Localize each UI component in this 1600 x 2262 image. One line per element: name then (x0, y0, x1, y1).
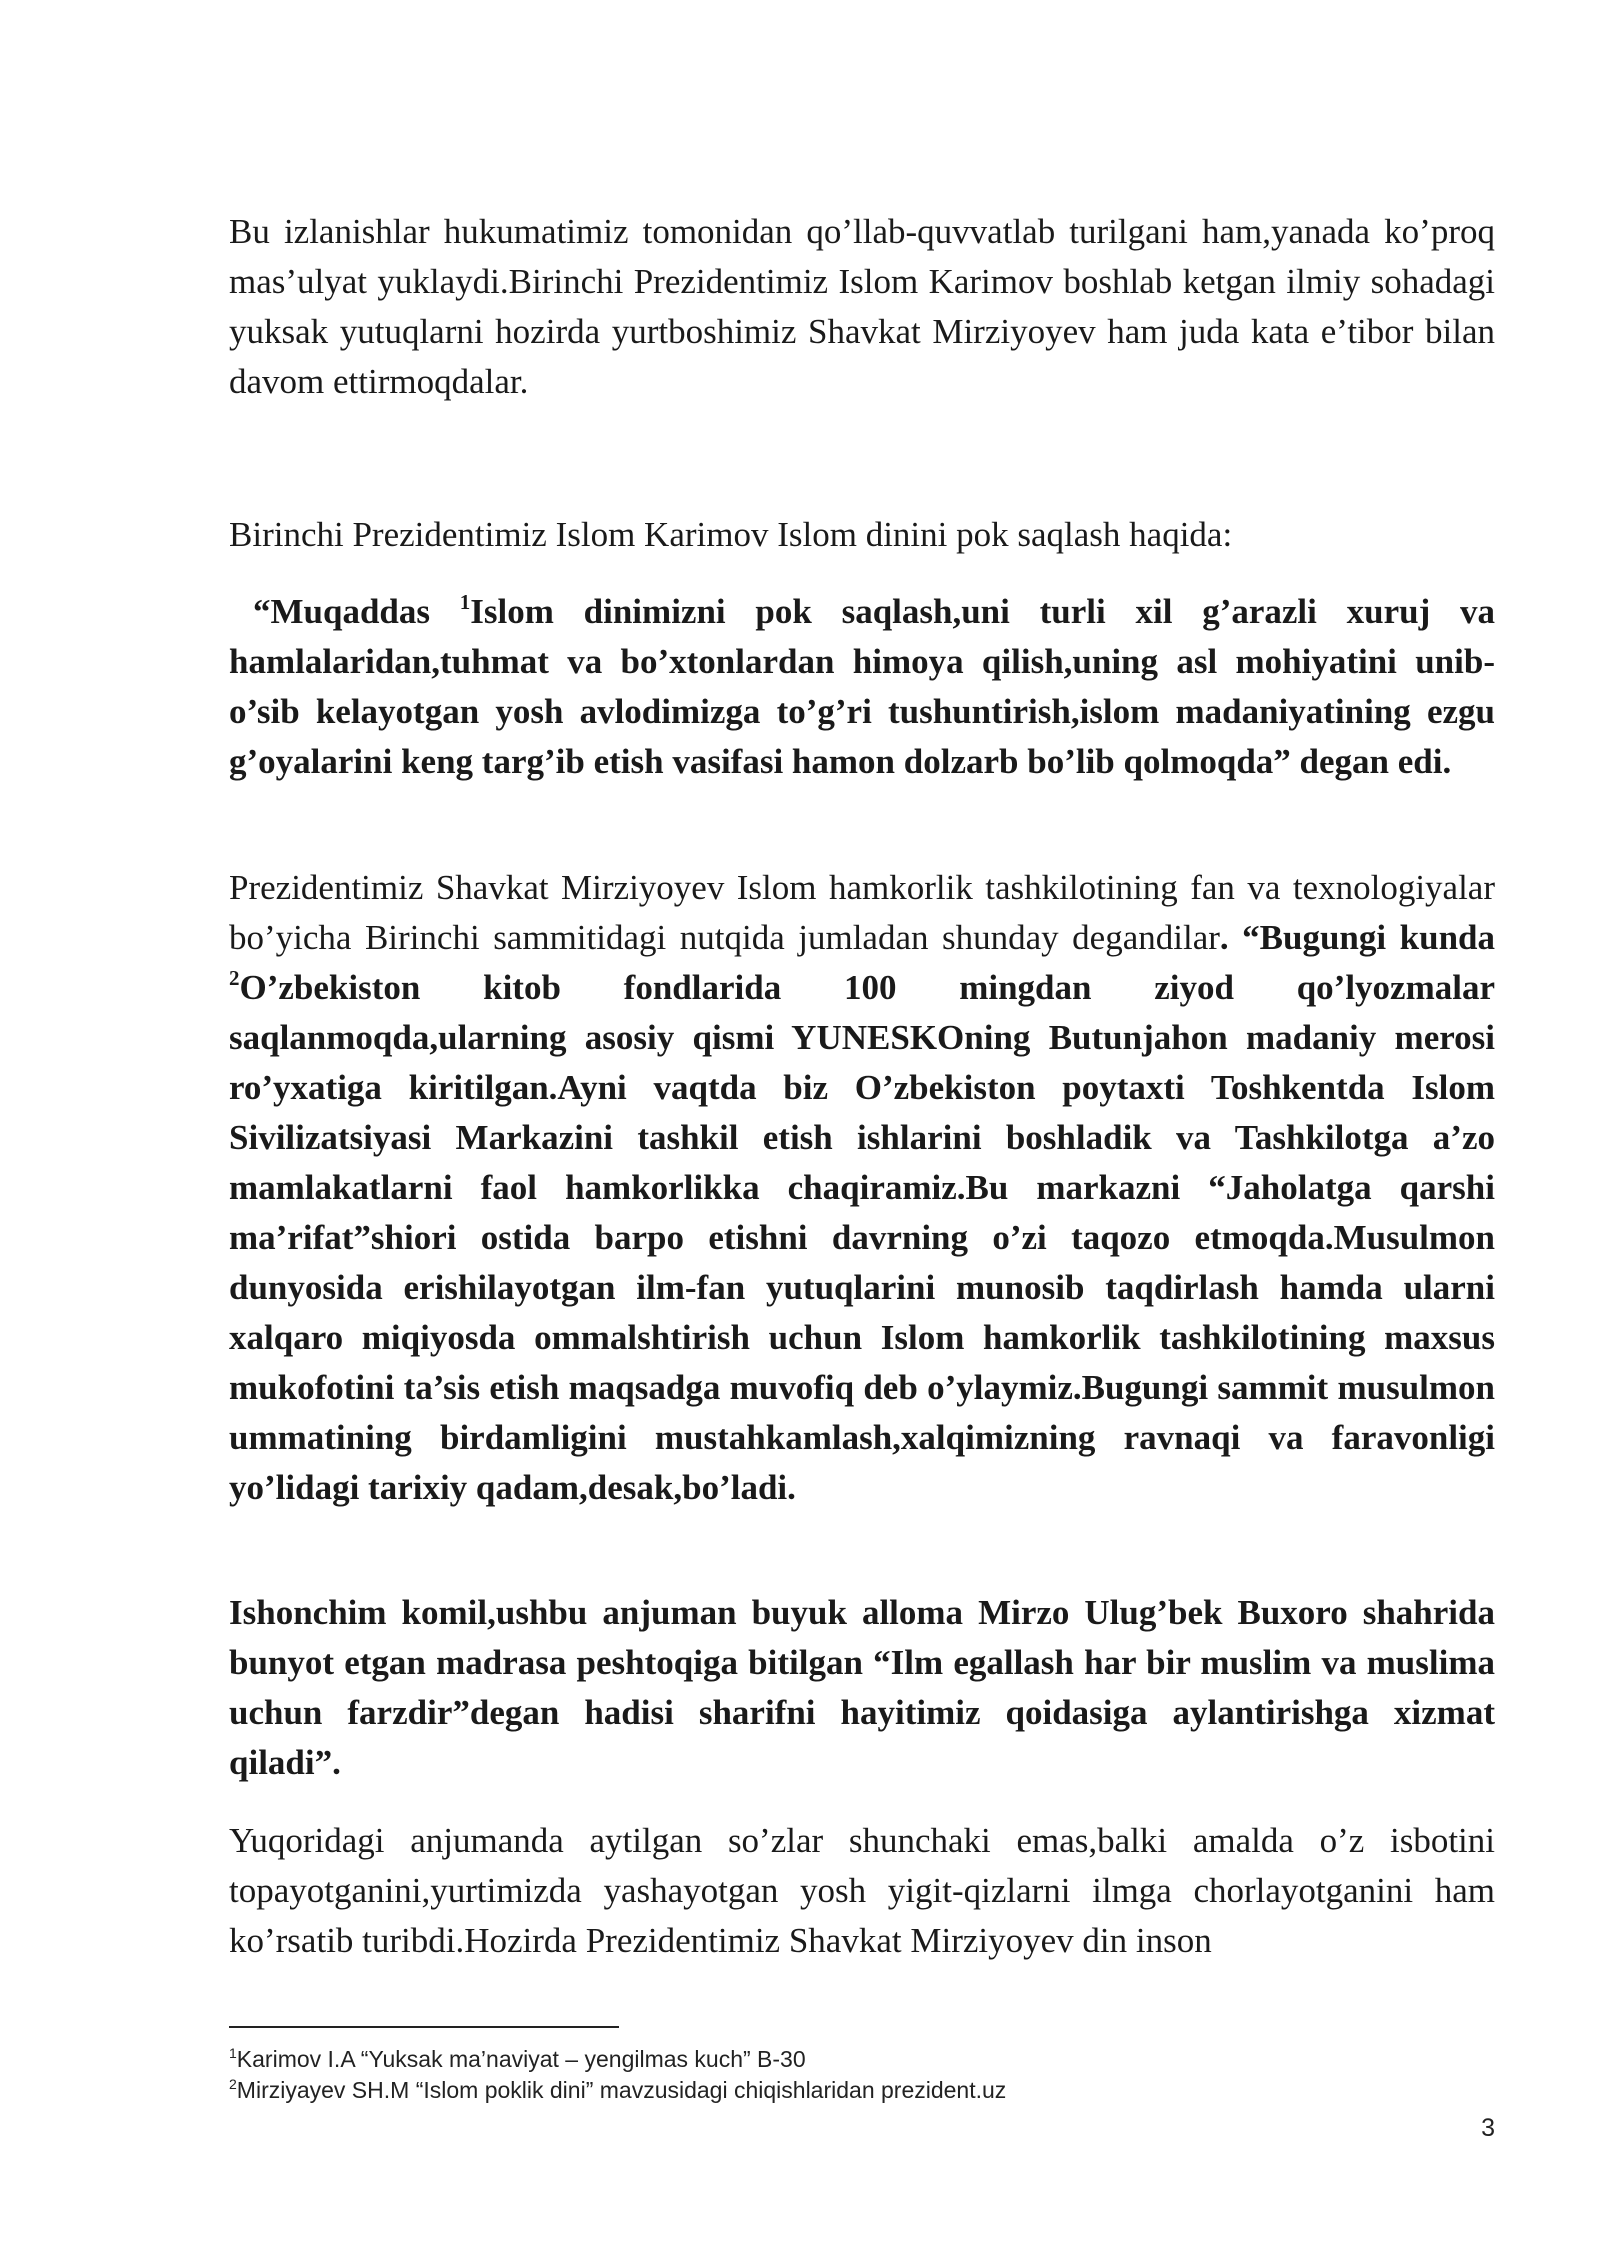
footnote-mark: 1 (229, 2045, 237, 2061)
paragraph-conviction: Ishonchim komil,ushbu anjuman buyuk alloma Mirzo Ulug’bek Buxoro shahrida bunyot etgan madrasa peshtoqiga bitilgan “Ilm egallash har bir muslim va muslima uchun farzdir”degan hadisi sharifni hayitimiz qoidasiga aylantirishga xizmat qiladi”. (229, 1593, 1495, 1782)
footnote-text: Karimov I.A “Yuksak ma’naviyat – yengilmas kuch” B-30 (236, 2046, 806, 2072)
quote-opening: . “Bugungi kunda (1219, 918, 1496, 957)
footnote-separator (229, 2026, 619, 2028)
footnote-text: Mirziyayev SH.M “Islom poklik dini” mavzusidagi chiqishlaridan prezident.uz (236, 2077, 1007, 2103)
paragraph-intro: Bu izlanishlar hukumatimiz tomonidan qo’llab-quvvatlab turilgani ham,yanada ko’proq mas’ulyat yuklaydi.Birinchi Prezidentimiz Islom Karimov boshlab ketgan ilmiy sohadagi yuksak yutuqlarni hozirda yurtboshimiz Shavkat Mirziyoyev ham juda kata e’tibor bilan davom ettirmoqdalar. (229, 212, 1495, 401)
page-number: 3 (1481, 2114, 1495, 2142)
footnote-reference-1[interactable]: 1 (459, 590, 471, 614)
paragraph-karimov-lead: Birinchi Prezidentimiz Islom Karimov Islom dinini pok saqlash haqida: (229, 515, 1233, 554)
quote-opening: “Muqaddas (253, 592, 460, 631)
paragraph-karimov-quote (229, 587, 1495, 787)
quote-body: O’zbekiston kitob fondlarida 100 mingdan ziyod qo’lyozmalar saqlanmoqda,ularning asosiy qismi YUNESKOning Butunjahon madaniy merosi ro’yxatiga kiritilgan.Ayni vaqtda biz O’zbekiston poytaxti Toshkentda Islom Sivilizatsiyasi Markazini tashkil etish ishlarini boshladik va Tashkilotga a’zo mamlakatlarni faol hamkorlikka chaqiramiz.Bu markazni “Jaholatga qarshi ma’rifat”shiori ostida barpo etishni davrning o’zi taqozo etmoqda.Musulmon dunyosida erishilayotgan ilm-fan yutuqlarini munosib taqdirlash hamda ularni xalqaro miqiyosda ommalshtirish uchun Islom hamkorlik tashkilotining maxsus mukofotini ta’sis etish maqsadga muvofiq deb o’ylaymiz.Bugungi sammit musulmon ummatining birdamligini mustahkamlash,xalqimizning ravnaqi va faravonligi yo’lidagi tarixiy qadam,desak,bo’ladi. (229, 968, 1495, 1507)
quote-body: Islom dinimizni pok saqlash,uni turli xil g’arazli xuruj va hamlalaridan,tuhmat va bo’xtonlardan himoya qilish,uning asl mohiyatini unib-o’sib kelayotgan yosh avlodimizga to’g’ri tushuntirish,islom madaniyatining ezgu g’oyalarini keng targ’ib etish vasifasi hamon dolzarb bo’lib qolmoqda” degan edi. (229, 592, 1495, 781)
document-page (229, 0, 1495, 2262)
footnote-mark: 2 (229, 2076, 237, 2092)
footnote-reference-2[interactable]: 2 (229, 966, 240, 990)
quote-lead: Prezidentimiz Shavkat Mirziyoyev Islom hamkorlik tashkilotining fan va texnologiyalar bo’yicha Birinchi sammitidagi nutqida jumladan shunday degandilar (229, 868, 1495, 957)
footnote-2 (229, 2075, 1495, 2105)
paragraph-conclusion: Yuqoridagi anjumanda aytilgan so’zlar shunchaki emas,balki amalda o’z isbotini topayotganini,yurtimizda yashayotgan yosh yigit-qizlarni ilmga chorlayotganini ham ko’rsatib turibdi.Hozirda Prezidentimiz Shavkat Mirziyoyev din inson (229, 1821, 1495, 1960)
paragraph-mirziyoyev-quote (229, 863, 1495, 1513)
footnote-1 (229, 2044, 1495, 2074)
